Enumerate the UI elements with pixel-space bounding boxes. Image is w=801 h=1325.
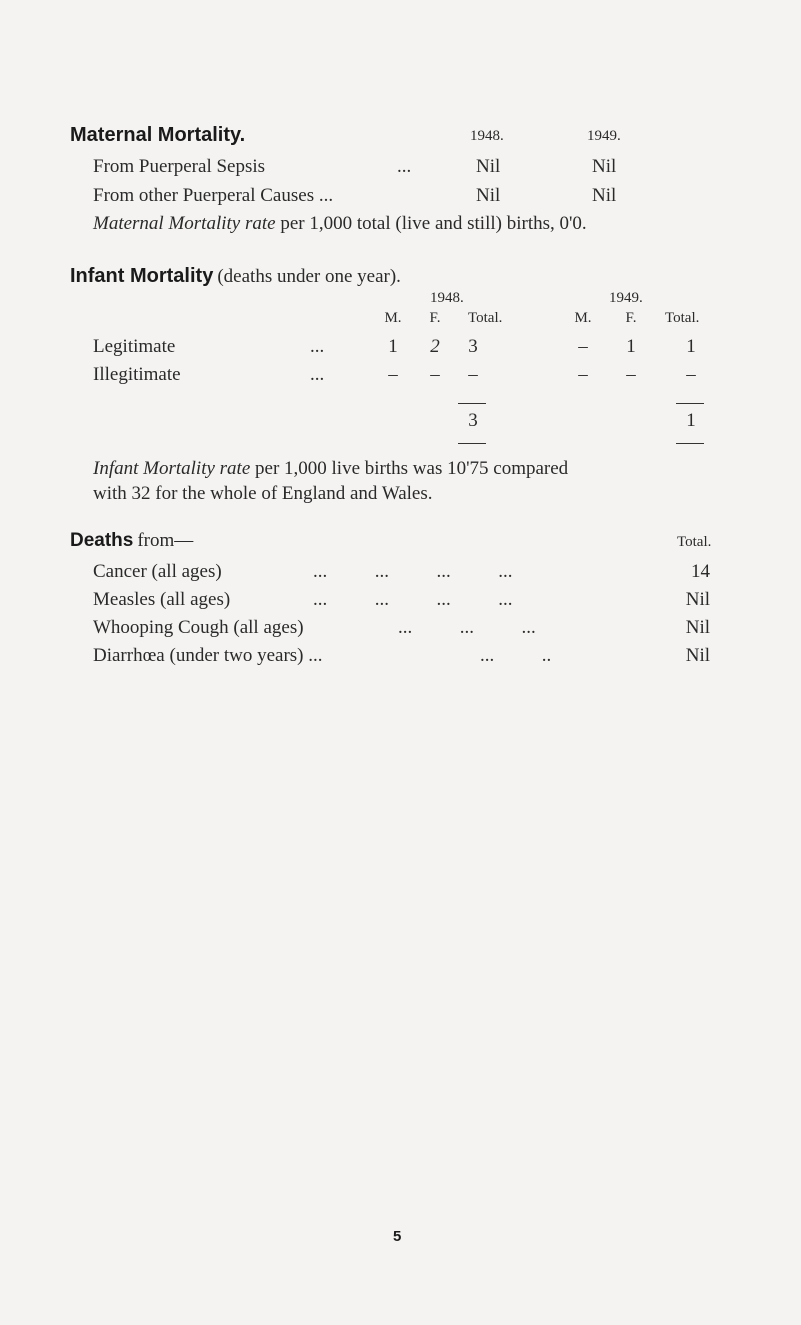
- deaths-row-dots: ... ..: [480, 645, 552, 666]
- infant-row-t48: 3: [468, 336, 478, 357]
- maternal-row-1949: Nil: [592, 185, 617, 206]
- total-rule-bottom-1948: [458, 443, 486, 444]
- deaths-row-value: 14: [691, 561, 710, 582]
- infant-total-1948: 3: [468, 410, 478, 431]
- infant-row-f49: 1: [626, 336, 636, 357]
- deaths-row-label: Measles (all ages): [93, 589, 231, 610]
- infant-col-f-1949: F.: [625, 310, 637, 326]
- infant-col-m-1949: M.: [574, 310, 592, 326]
- infant-row-dots: ...: [310, 364, 325, 385]
- infant-row-f48: 2: [430, 336, 440, 357]
- infant-row-t49: –: [686, 364, 696, 385]
- infant-col-total-1948: Total.: [468, 310, 503, 326]
- maternal-rate-italic: Maternal Mortality rate: [93, 213, 276, 234]
- infant-row-m49: –: [578, 364, 588, 385]
- infant-row-label: Illegitimate: [93, 364, 181, 385]
- deaths-heading: Deaths: [70, 530, 134, 551]
- deaths-row-label: Diarrhœa (under two years) ...: [93, 645, 323, 666]
- deaths-row-dots: ... ... ...: [398, 617, 536, 638]
- maternal-year-1949: 1949.: [587, 128, 621, 144]
- maternal-heading: Maternal Mortality.: [70, 124, 246, 146]
- infant-row-t49: 1: [686, 336, 696, 357]
- infant-rate-italic: Infant Mortality rate: [93, 458, 251, 479]
- infant-row-t48: –: [468, 364, 478, 385]
- infant-row-dots: ...: [310, 336, 325, 357]
- infant-col-total-1949: Total.: [665, 310, 700, 326]
- deaths-row-value: Nil: [685, 589, 710, 610]
- infant-rate-rest: per 1,000 live births was 10'75 compared: [255, 458, 569, 479]
- maternal-row-1949: Nil: [592, 156, 617, 177]
- maternal-rate-line: [93, 213, 587, 235]
- maternal-row-1948: Nil: [476, 185, 501, 206]
- infant-year-1949: 1949.: [609, 290, 643, 306]
- maternal-year-1948: 1948.: [470, 128, 504, 144]
- infant-rate-line: [93, 458, 568, 480]
- page-number: 5: [393, 1228, 402, 1245]
- infant-total-1949: 1: [686, 410, 696, 431]
- infant-row-m49: –: [578, 336, 588, 357]
- infant-row-label: Legitimate: [93, 336, 176, 357]
- deaths-row-dots: ... ... ... ...: [313, 589, 513, 610]
- infant-heading: Infant Mortality: [70, 265, 214, 287]
- deaths-total-label: Total.: [677, 534, 712, 550]
- deaths-heading-rest: from—: [137, 530, 194, 551]
- deaths-row-dots: ... ... ... ...: [313, 561, 513, 582]
- infant-row-f49: –: [626, 364, 636, 385]
- maternal-rate-rest: per 1,000 total (live and still) births, 0'0.: [280, 213, 587, 234]
- infant-col-m-1948: M.: [384, 310, 402, 326]
- infant-row-m48: 1: [388, 336, 398, 357]
- infant-col-f-1948: F.: [429, 310, 441, 326]
- maternal-row-label: From Puerperal Sepsis: [93, 156, 266, 177]
- infant-heading-rest: (deaths under one year).: [217, 266, 401, 287]
- total-rule-top-1948: [458, 403, 486, 404]
- total-rule-bottom-1949: [676, 443, 704, 444]
- infant-rate-line2: with 32 for the whole of England and Wales.: [93, 483, 433, 504]
- maternal-row-label: From other Puerperal Causes ...: [93, 185, 334, 206]
- maternal-row-dots: ...: [397, 156, 412, 177]
- deaths-row-label: Cancer (all ages): [93, 561, 222, 582]
- deaths-row-label: Whooping Cough (all ages): [93, 617, 304, 638]
- infant-row-m48: –: [388, 364, 398, 385]
- maternal-row-1948: Nil: [476, 156, 501, 177]
- total-rule-top-1949: [676, 403, 704, 404]
- deaths-row-value: Nil: [685, 645, 710, 666]
- deaths-row-value: Nil: [685, 617, 710, 638]
- infant-year-1948: 1948.: [430, 290, 464, 306]
- infant-row-f48: –: [430, 364, 440, 385]
- infant-heading-line: [70, 265, 401, 288]
- deaths-heading-line: [70, 530, 193, 552]
